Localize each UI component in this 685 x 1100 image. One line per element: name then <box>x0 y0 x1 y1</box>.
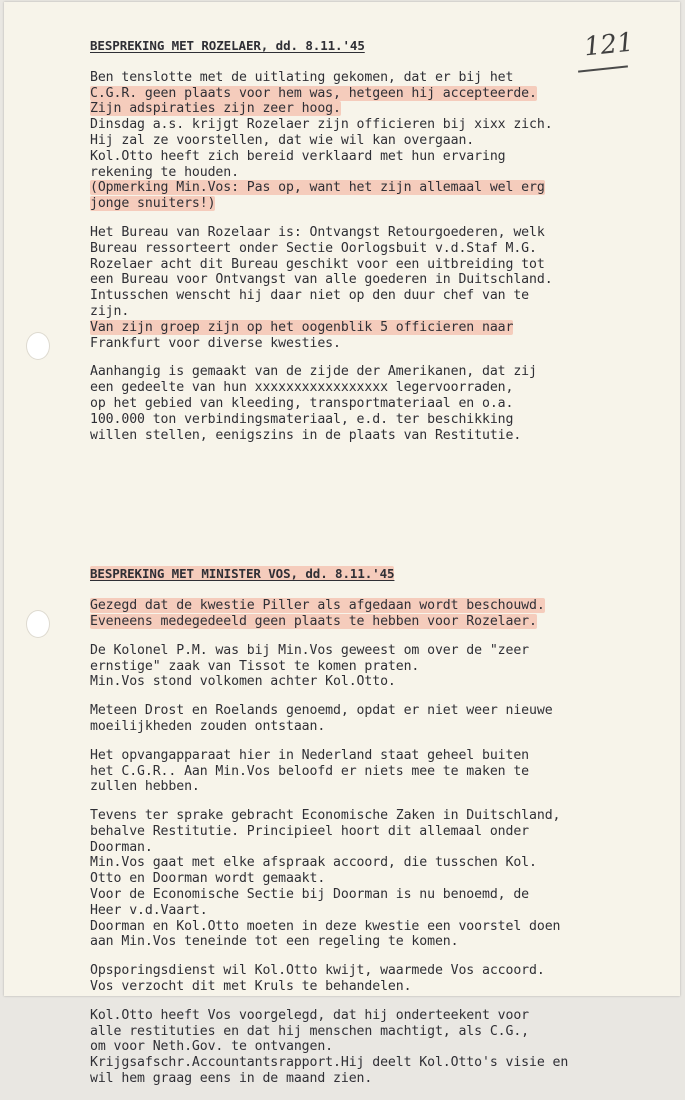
text-line: Doorman. <box>90 839 153 855</box>
highlighted-text: BESPREKING MET MINISTER VOS, dd. 8.11.'45 <box>90 566 395 582</box>
text-line: aan Min.Vos teneinde tot een regeling te komen. <box>90 934 459 950</box>
text-line: op het gebied van kleeding, transportmateriaal en o.a. <box>90 395 514 411</box>
paragraph <box>90 70 650 212</box>
text-line: een gedeelte van hun xxxxxxxxxxxxxxxxx legervoorraden, <box>90 380 514 396</box>
paragraph <box>90 963 650 995</box>
text-line: Bureau ressorteert onder Sectie Oorlogsbuit v.d.Staf M.G. <box>90 240 537 256</box>
text-line: Doorman en Kol.Otto moeten in deze kwestie een voorstel doen <box>90 918 561 934</box>
text-line: Opsporingsdienst wil Kol.Otto kwijt, waarmede Vos accoord. <box>90 963 545 979</box>
text-line: Vos verzocht dit met Kruls te behandelen. <box>90 979 412 995</box>
text-line: Meteen Drost en Roelands genoemd, opdat er niet weer nieuwe <box>90 703 553 719</box>
paragraph <box>90 703 650 735</box>
section-minister-vos <box>90 566 650 1087</box>
text-line: Rozelaer acht dit Bureau geschikt voor een uitbreiding tot <box>90 256 545 272</box>
highlighted-text: Gezegd dat de kwestie Piller als afgedaan wordt beschouwd. <box>90 598 545 614</box>
text-line: Het Bureau van Rozelaar is: Ontvangst Retourgoederen, welk <box>90 224 545 240</box>
text-line: De Kolonel P.M. was bij Min.Vos geweest om over de "zeer <box>90 642 530 658</box>
document-body <box>90 38 650 1100</box>
text-line: een Bureau voor Ontvangst van alle goederen in Duitschland. <box>90 272 553 288</box>
text-line: Dinsdag a.s. krijgt Rozelaer zijn officieren bij xixx zich. <box>90 117 553 133</box>
text-line <box>90 101 650 117</box>
text-line: behalve Restitutie. Principieel hoort dit allemaal onder <box>90 823 530 839</box>
text-line: 100.000 ton verbindingsmateriaal, e.d. ter beschikking <box>90 411 514 427</box>
paragraph <box>90 808 650 950</box>
paragraph <box>90 748 650 795</box>
text-line: Aanhangig is gemaakt van de zijde der Amerikanen, dat zij <box>90 364 537 380</box>
highlighted-text: C.G.R. geen plaats voor hem was, hetgeen hij accepteerde. <box>90 85 537 101</box>
document-page <box>4 2 680 1087</box>
text-line: Min.Vos stond volkomen achter Kol.Otto. <box>90 674 396 690</box>
text-line: Kol.Otto heeft zich bereid verklaard met hun ervaring <box>90 148 506 164</box>
paragraph <box>90 225 650 351</box>
text-line: Frankfurt voor diverse kwesties. <box>90 335 341 351</box>
text-line: alle restituties en dat hij menschen machtigt, als C.G., <box>90 1023 530 1039</box>
section-title: BESPREKING MET ROZELAER, dd. 8.11.'45 <box>90 38 365 53</box>
text-line: moeilijkheden zouden ontstaan. <box>90 718 326 734</box>
highlighted-text: Van zijn groep zijn op het oogenblik 5 officieren naar <box>90 319 514 335</box>
highlighted-text: jonge snuiters!) <box>90 196 216 212</box>
text-line <box>90 320 650 336</box>
punch-hole-top <box>26 332 50 360</box>
highlighted-text: Eveneens medegedeeld geen plaats te hebben voor Rozelaer. <box>90 613 537 629</box>
page-number: 121 <box>582 27 636 63</box>
text-line: Min.Vos gaat met elke afspraak accoord, die tusschen Kol. <box>90 855 537 871</box>
highlighted-text: Zijn adspiraties zijn zeer hoog. <box>90 101 341 117</box>
text-line <box>90 180 650 196</box>
text-line: Hij zal ze voorstellen, dat wie wil kan overgaan. <box>90 132 475 148</box>
text-line: willen stellen, eenigszins in de plaats van Restitutie. <box>90 427 522 443</box>
text-line: Heer v.d.Vaart. <box>90 902 208 918</box>
text-line: wil hem graag eens in de maand zien. <box>90 1071 373 1087</box>
highlighted-text: (Opmerking Min.Vos: Pas op, want het zijn allemaal wel erg <box>90 180 545 196</box>
text-line: om voor Neth.Gov. te ontvangen. <box>90 1039 334 1055</box>
paragraph <box>90 1008 650 1087</box>
text-line: Krijgsafschr.Accountantsrapport.Hij deelt Kol.Otto's visie en <box>90 1055 569 1071</box>
section-spacer <box>90 456 650 566</box>
paragraph <box>90 643 650 690</box>
text-line <box>90 614 650 630</box>
text-line: Kol.Otto heeft Vos voorgelegd, dat hij onderteekent voor <box>90 1007 530 1023</box>
text-line: zullen hebben. <box>90 779 200 795</box>
text-line: Intusschen wenscht hij daar niet op den duur chef van te <box>90 288 530 304</box>
text-line: rekening te houden. <box>90 164 239 180</box>
section-title <box>90 566 394 582</box>
text-line <box>90 598 650 614</box>
section-rozelaer <box>90 38 650 443</box>
text-line: het C.G.R.. Aan Min.Vos beloofd er niets mee te maken te <box>90 763 530 779</box>
text-line: Voor de Economische Sectie bij Doorman is nu benoemd, de <box>90 887 530 903</box>
paragraph <box>90 598 650 630</box>
punch-hole-bottom <box>26 610 50 638</box>
text-line: Tevens ter sprake gebracht Economische Zaken in Duitschland, <box>90 808 561 824</box>
text-line <box>90 196 650 212</box>
text-line: Het opvangapparaat hier in Nederland staat geheel buiten <box>90 747 530 763</box>
text-line: ernstige" zaak van Tissot te komen praten. <box>90 658 420 674</box>
text-line <box>90 86 650 102</box>
paragraph <box>90 364 650 443</box>
text-line: Ben tenslotte met de uitlating gekomen, dat er bij het <box>90 69 514 85</box>
text-line: zijn. <box>90 303 130 319</box>
text-line: Otto en Doorman wordt gemaakt. <box>90 871 326 887</box>
